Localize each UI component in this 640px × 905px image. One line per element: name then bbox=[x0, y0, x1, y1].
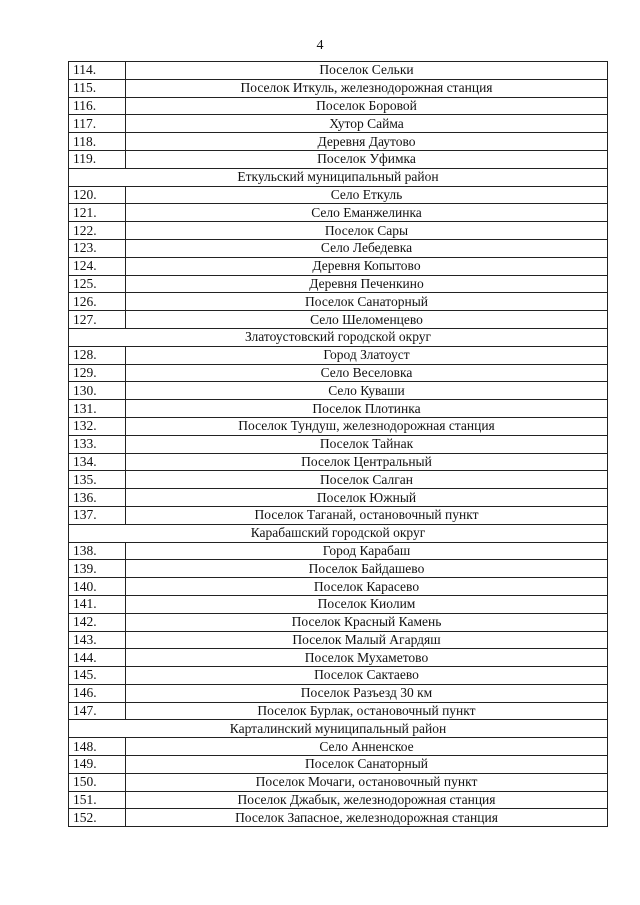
section-header-row bbox=[69, 524, 608, 542]
row-number: 137. bbox=[69, 506, 126, 524]
table-row bbox=[69, 204, 608, 222]
section-header: Златоустовский городской округ bbox=[69, 328, 608, 346]
row-number: 130. bbox=[69, 382, 126, 400]
table-row bbox=[69, 649, 608, 667]
row-number: 126. bbox=[69, 293, 126, 311]
table-row bbox=[69, 506, 608, 524]
row-number: 123. bbox=[69, 239, 126, 257]
row-number: 129. bbox=[69, 364, 126, 382]
row-number: 115. bbox=[69, 79, 126, 97]
table-row bbox=[69, 738, 608, 756]
table-row bbox=[69, 773, 608, 791]
table-row bbox=[69, 471, 608, 489]
table-row bbox=[69, 435, 608, 453]
table-row bbox=[69, 542, 608, 560]
table-row bbox=[69, 150, 608, 168]
settlement-name: Поселок Байдашево bbox=[126, 560, 608, 578]
row-number: 146. bbox=[69, 684, 126, 702]
row-number: 148. bbox=[69, 738, 126, 756]
row-number: 125. bbox=[69, 275, 126, 293]
table-row bbox=[69, 62, 608, 80]
row-number: 131. bbox=[69, 400, 126, 418]
row-number: 144. bbox=[69, 649, 126, 667]
row-number: 118. bbox=[69, 133, 126, 151]
table-row bbox=[69, 560, 608, 578]
table-row bbox=[69, 417, 608, 435]
row-number: 116. bbox=[69, 97, 126, 115]
row-number: 151. bbox=[69, 791, 126, 809]
settlement-name: Деревня Печенкино bbox=[126, 275, 608, 293]
settlement-name: Поселок Санаторный bbox=[126, 756, 608, 774]
row-number: 145. bbox=[69, 667, 126, 685]
settlement-name: Город Златоуст bbox=[126, 346, 608, 364]
section-header-row bbox=[69, 328, 608, 346]
row-number: 136. bbox=[69, 489, 126, 507]
table-row bbox=[69, 311, 608, 329]
table-row bbox=[69, 756, 608, 774]
settlement-name: Поселок Карасево bbox=[126, 578, 608, 596]
table-row bbox=[69, 631, 608, 649]
row-number: 117. bbox=[69, 115, 126, 133]
table-row bbox=[69, 382, 608, 400]
settlement-name: Поселок Боровой bbox=[126, 97, 608, 115]
settlement-name: Деревня Копытово bbox=[126, 257, 608, 275]
row-number: 143. bbox=[69, 631, 126, 649]
settlement-name: Город Карабаш bbox=[126, 542, 608, 560]
table-row bbox=[69, 595, 608, 613]
settlement-name: Поселок Мочаги, остановочный пункт bbox=[126, 773, 608, 791]
table-row bbox=[69, 364, 608, 382]
settlement-name: Село Шеломенцево bbox=[126, 311, 608, 329]
table-row bbox=[69, 453, 608, 471]
row-number: 134. bbox=[69, 453, 126, 471]
settlement-name: Поселок Салган bbox=[126, 471, 608, 489]
settlement-name: Поселок Сары bbox=[126, 222, 608, 240]
table-row bbox=[69, 613, 608, 631]
section-header: Карабашский городской округ bbox=[69, 524, 608, 542]
settlement-name: Село Веселовка bbox=[126, 364, 608, 382]
settlement-name: Поселок Тайнак bbox=[126, 435, 608, 453]
table-row bbox=[69, 275, 608, 293]
table-row bbox=[69, 293, 608, 311]
table-row bbox=[69, 222, 608, 240]
row-number: 141. bbox=[69, 595, 126, 613]
row-number: 149. bbox=[69, 756, 126, 774]
table-row bbox=[69, 489, 608, 507]
row-number: 114. bbox=[69, 62, 126, 80]
row-number: 127. bbox=[69, 311, 126, 329]
settlement-name: Поселок Тундуш, железнодорожная станция bbox=[126, 417, 608, 435]
table-row bbox=[69, 791, 608, 809]
settlement-name: Поселок Мухаметово bbox=[126, 649, 608, 667]
table-row bbox=[69, 257, 608, 275]
row-number: 140. bbox=[69, 578, 126, 596]
table-row bbox=[69, 667, 608, 685]
settlement-name: Село Лебедевка bbox=[126, 239, 608, 257]
settlement-name: Поселок Разъезд 30 км bbox=[126, 684, 608, 702]
table-row bbox=[69, 97, 608, 115]
row-number: 135. bbox=[69, 471, 126, 489]
row-number: 138. bbox=[69, 542, 126, 560]
table-row bbox=[69, 400, 608, 418]
settlement-name: Поселок Южный bbox=[126, 489, 608, 507]
section-header-row bbox=[69, 168, 608, 186]
section-header-row bbox=[69, 720, 608, 738]
table-row bbox=[69, 578, 608, 596]
settlement-name: Село Еманжелинка bbox=[126, 204, 608, 222]
settlement-name: Село Еткуль bbox=[126, 186, 608, 204]
table-row bbox=[69, 133, 608, 151]
settlement-name: Поселок Таганай, остановочный пункт bbox=[126, 506, 608, 524]
settlements-table-body bbox=[69, 62, 608, 827]
settlement-name: Поселок Центральный bbox=[126, 453, 608, 471]
table-row bbox=[69, 346, 608, 364]
settlement-name: Поселок Плотинка bbox=[126, 400, 608, 418]
table-row bbox=[69, 702, 608, 720]
table-row bbox=[69, 79, 608, 97]
settlement-name: Поселок Джабык, железнодорожная станция bbox=[126, 791, 608, 809]
row-number: 150. bbox=[69, 773, 126, 791]
row-number: 128. bbox=[69, 346, 126, 364]
row-number: 142. bbox=[69, 613, 126, 631]
settlements-table bbox=[68, 61, 608, 827]
row-number: 133. bbox=[69, 435, 126, 453]
page-number: 4 bbox=[316, 38, 324, 53]
section-header: Карталинский муниципальный район bbox=[69, 720, 608, 738]
section-header: Еткульский муниципальный район bbox=[69, 168, 608, 186]
settlement-name: Поселок Сельки bbox=[126, 62, 608, 80]
row-number: 147. bbox=[69, 702, 126, 720]
table-row bbox=[69, 239, 608, 257]
row-number: 119. bbox=[69, 150, 126, 168]
settlement-name: Поселок Запасное, железнодорожная станция bbox=[126, 809, 608, 827]
settlement-name: Поселок Уфимка bbox=[126, 150, 608, 168]
settlement-name: Поселок Иткуль, железнодорожная станция bbox=[126, 79, 608, 97]
row-number: 122. bbox=[69, 222, 126, 240]
table-row bbox=[69, 115, 608, 133]
settlement-name: Поселок Малый Агардяш bbox=[126, 631, 608, 649]
settlement-name: Поселок Санаторный bbox=[126, 293, 608, 311]
settlement-name: Хутор Сайма bbox=[126, 115, 608, 133]
row-number: 152. bbox=[69, 809, 126, 827]
settlement-name: Деревня Даутово bbox=[126, 133, 608, 151]
table-row bbox=[69, 186, 608, 204]
table-row bbox=[69, 809, 608, 827]
row-number: 132. bbox=[69, 417, 126, 435]
settlement-name: Село Куваши bbox=[126, 382, 608, 400]
row-number: 139. bbox=[69, 560, 126, 578]
table-row bbox=[69, 684, 608, 702]
row-number: 124. bbox=[69, 257, 126, 275]
settlement-name: Поселок Сактаево bbox=[126, 667, 608, 685]
settlement-name: Поселок Красный Камень bbox=[126, 613, 608, 631]
settlement-name: Поселок Бурлак, остановочный пункт bbox=[126, 702, 608, 720]
settlement-name: Поселок Киолим bbox=[126, 595, 608, 613]
row-number: 120. bbox=[69, 186, 126, 204]
row-number: 121. bbox=[69, 204, 126, 222]
settlement-name: Село Анненское bbox=[126, 738, 608, 756]
